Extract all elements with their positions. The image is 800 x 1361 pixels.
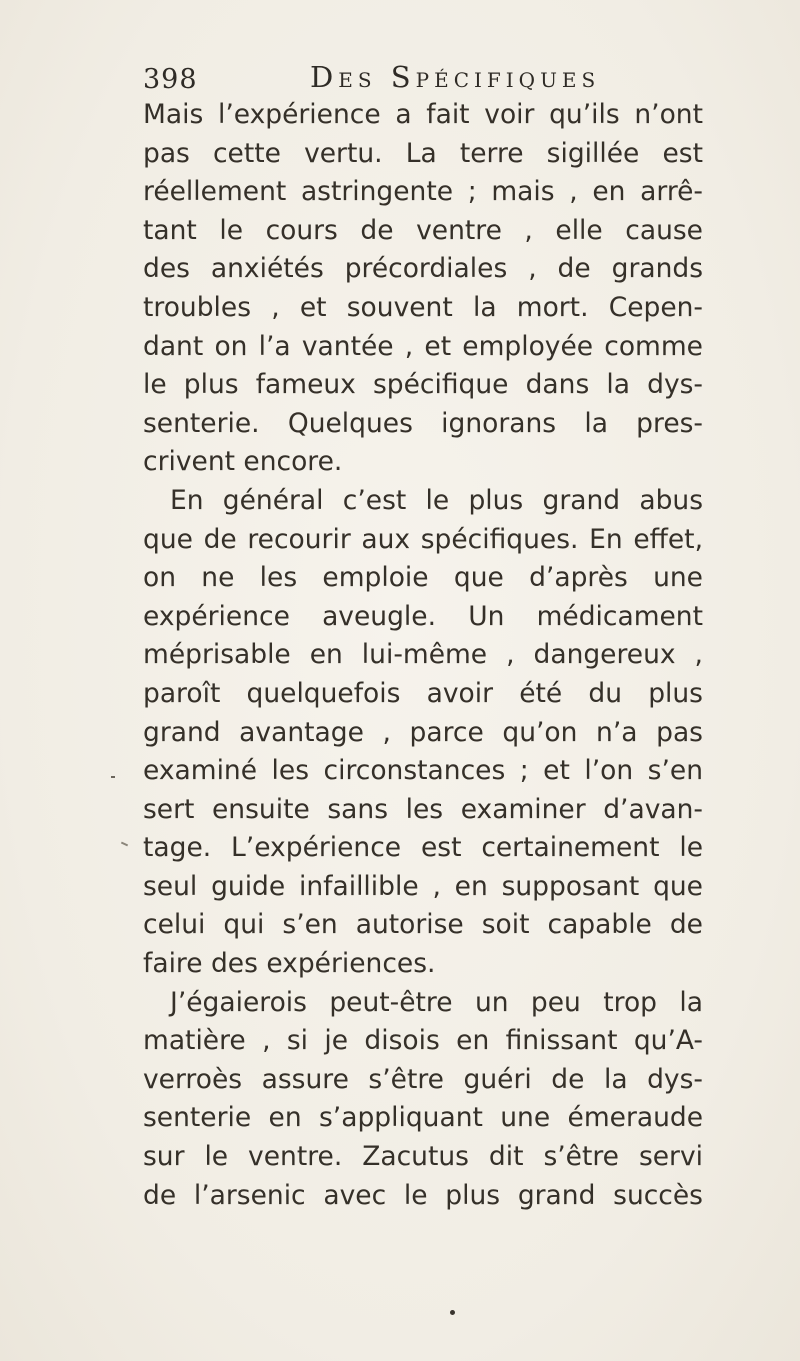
text-line: Mais l’expérience a fait voir qu’ils n’ont: [143, 99, 703, 130]
body-text: [143, 96, 703, 1215]
text-line: troubles , et souvent la mort. Cepen-: [143, 291, 703, 323]
text-line: tage. L’expérience est certainement le: [143, 832, 703, 864]
text-line: verroès assure s’être guéri de la dys-: [143, 1063, 703, 1095]
text-line: senterie. Quelques ignorans la pres-: [143, 407, 703, 439]
text-line: senterie en s’appliquant une émeraude: [143, 1102, 703, 1134]
text-line: le plus fameux spécifique dans la dys-: [143, 369, 703, 401]
text-line: seul guide infaillible , en supposant que: [143, 870, 703, 902]
text-line: grand avantage , parce qu’on n’a pas: [143, 716, 703, 748]
margin-ink-mark: [111, 776, 115, 778]
text-line: méprisable en lui-même , dangereux ,: [143, 639, 703, 671]
text-line: on ne les emploie que d’après une: [143, 562, 703, 594]
text-line: matière , si je disois en finissant qu’A-: [143, 1025, 703, 1057]
text-line: celui qui s’en autorise soit capable de: [143, 909, 703, 941]
text-line: expérience aveugle. Un médicament: [143, 600, 703, 632]
text-line: paroît quelquefois avoir été du plus: [143, 677, 703, 709]
text-line: pas cette vertu. La terre sigillée est: [143, 137, 703, 169]
signature-dot: [450, 1310, 455, 1315]
running-title: Des Spécifiques: [310, 60, 601, 94]
margin-ink-mark: [121, 842, 128, 847]
paragraph-end-line: faire des expériences.: [143, 948, 436, 980]
paragraph-start-line: J’égaierois peut-être un peu trop la: [170, 986, 703, 1018]
text-line: sert ensuite sans les examiner d’avan-: [143, 793, 703, 825]
paragraph-start-line: En général c’est le plus grand abus: [170, 484, 703, 516]
text-line: examiné les circonstances ; et l’on s’en: [143, 755, 703, 787]
text-line: tant le cours de ventre , elle cause: [143, 214, 703, 246]
text-line: de l’arsenic avec le plus grand succès: [143, 1179, 703, 1211]
text-line: dant on l’a vantée , et employée comme: [143, 330, 703, 362]
text-line: sur le ventre. Zacutus dit s’être servi: [143, 1141, 703, 1173]
text-line: réellement astringente ; mais , en arrê-: [143, 176, 703, 208]
page-header: [140, 60, 700, 100]
text-line: que de recourir aux spécifiques. En effet,: [143, 523, 703, 555]
page-number: 398: [143, 64, 198, 95]
text-line: des anxiétés précordiales , de grands: [143, 253, 703, 285]
paragraph-end-line: crivent encore.: [143, 446, 343, 478]
